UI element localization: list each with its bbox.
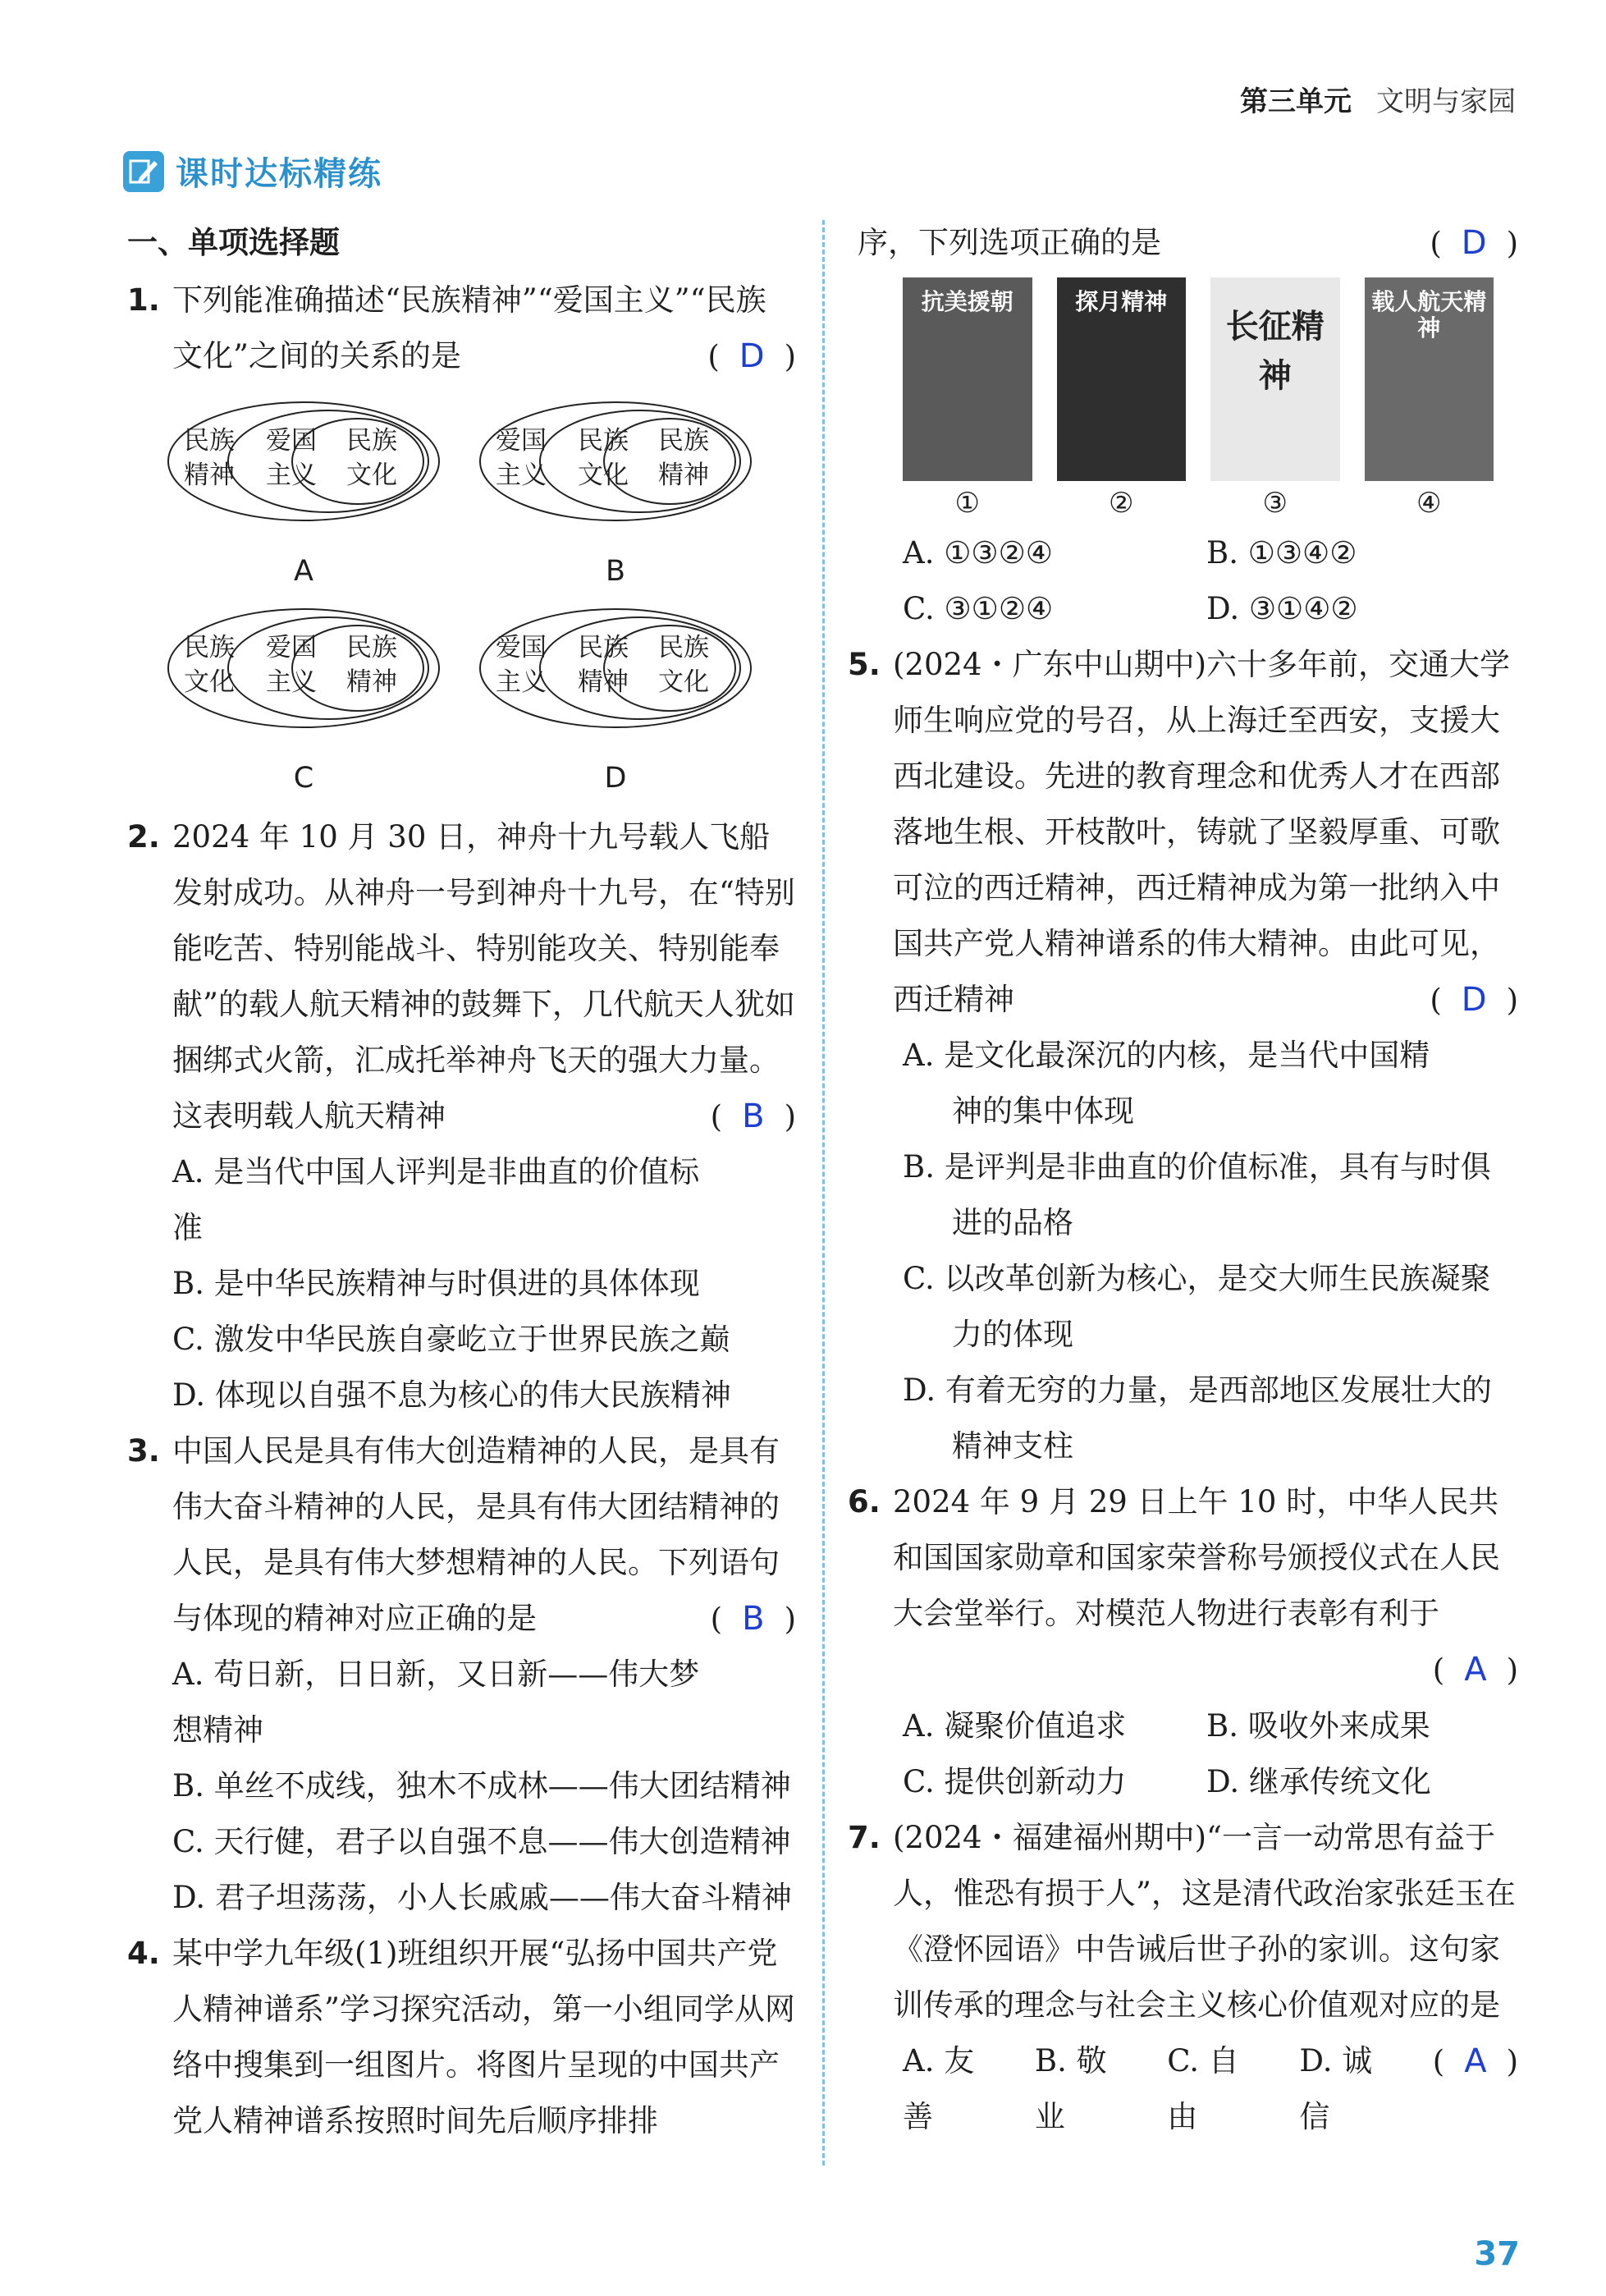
question-stem: “一言一动常思有益于人，惟恐有损于人”，这是清代政治家张廷玉在《澄怀园语》中告诫后世子孙的家训。这句家训传承的理念与社会主义核心价值观对应的是 [893,1820,1516,2023]
option: A. 凝聚价值追求 [903,1708,1127,1744]
poster-title: 长征精神 [1225,308,1325,395]
options-row [858,2033,1433,2145]
venn-option-a: 民族 精神 爱国 主义 民族 文化 A [164,396,476,603]
poster-label: ④ [1416,487,1442,520]
question-number: 3. [127,1433,160,1469]
question-number: 6. [848,1484,881,1519]
poster-label: ② [1109,487,1134,520]
left-column [127,215,796,2149]
question-stem: 六十多年前，交通大学师生响应党的号召，从上海迁至西安，支援大西北建设。先进的教育理念和优秀人才在西部落地生根、开枝散叶，铸就了坚毅厚重、可歌可泣的西迁精神，西迁精神成为第一批纳入中国共产党人精神谱系的伟大精神。由此可见，西迁精神 [893,647,1511,1017]
question-stem: 某中学九年级(1)班组织开展“弘扬中国共产党人精神谱系”学习探究活动，第一小组同学从网络中搜集到一组图片。将图片呈现的中国共产党人精神谱系按照时间先后顺序排排 [172,1936,795,2138]
question-stem: 2024 年 10 月 30 日，神舟十九号载人飞船发射成功。从神舟一号到神舟十九号，在“特别能吃苦、特别能战斗、特别能攻关、特别能奉献”的载人航天精神的鼓舞下，几代航天人犹如捆绑式火箭，汇成托举神舟飞天的强大力量。这表明载人航天精神 [172,819,795,1134]
right-column [848,215,1518,2145]
option: D. 继承传统文化 [1206,1764,1431,1799]
answer-letter: D [739,337,765,375]
option: D. 君子坦荡荡，小人长戚戚——伟大奋斗精神 [172,1880,792,1915]
question-4-continued [858,215,1518,271]
options-row [858,525,1518,581]
answer-letter: D [1461,981,1487,1019]
answer-box: ( D ) [707,337,796,375]
option: D. 诚信 [1299,2043,1373,2134]
poster-title: 探月精神 [1075,288,1168,315]
option: B. 敬业 [1034,2043,1107,2134]
question-1 [127,273,796,384]
section-title: 课时达标精练 [176,155,382,193]
question-stem: 2024 年 9 月 29 日上午 10 时，中华人民共和国国家勋章和国家荣誉称号颁授仪式在人民大会堂举行。对模范人物进行表彰有利于 [893,1484,1500,1631]
option: A. 苟日新，日日新，又日新——伟大梦想精神 [172,1657,700,1748]
page-number: 37 [1474,2235,1520,2273]
answer-letter: B [742,1600,765,1638]
answer-line [858,1642,1518,1698]
answer-letter: B [742,1098,765,1135]
options-row [858,1754,1518,1810]
poster-label: ① [954,487,980,520]
venn-option-d: 爱国 主义 民族 精神 民族 文化 D [476,603,788,809]
poster-title: 抗美援朝 [921,288,1013,315]
answer-letter: A [1464,2042,1487,2080]
unit-subtitle: 文明与家园 [1376,85,1516,118]
venn-caption: D [604,762,627,795]
option: A. 是文化最深沉的内核，是当代中国精神的集中体现 [903,1038,1430,1129]
option: B. ①③④② [1206,535,1357,571]
answer-box: ( D ) [1430,224,1518,262]
poster-3 [1210,277,1340,525]
answer-box: ( A ) [1432,2042,1518,2080]
answer-box: ( A ) [1432,1651,1518,1689]
option: B. 吸收外来成果 [1206,1708,1430,1744]
question-source: (2024・福建福州期中) [893,1820,1207,1855]
poster-label: ③ [1262,487,1288,520]
answer-box: ( D ) [1430,981,1518,1019]
question-7 [848,1810,1518,2080]
question-number: 1. [127,282,160,318]
option: C. ③①②④ [903,591,1054,626]
venn-option-b: 爱国 主义 民族 文化 民族 精神 B [476,396,788,603]
option: A. 是当代中国人评判是非曲直的价值标准 [172,1154,700,1245]
question-number: 5. [848,647,881,682]
question-2 [127,809,796,1144]
option: D. 有着无穷的力量，是西部地区发展壮大的精神支柱 [903,1373,1492,1464]
question-stem-continued: 序，下列选项正确的是 [858,225,1161,260]
option: B. 是中华民族精神与时俱进的具体体现 [172,1266,700,1301]
option: A. ①③②④ [903,535,1053,571]
column-divider [822,220,825,2165]
question-number: 2. [127,819,160,855]
question-4 [127,1926,796,2149]
question-number: 7. [848,1820,881,1855]
unit-label: 第三单元 [1240,85,1352,118]
option: A. 友善 [903,2043,975,2134]
poster-1 [903,277,1032,525]
poster-title: 载人航天精神 [1371,288,1487,341]
answer-letter: D [1461,224,1487,262]
venn-diagram-grid [164,396,796,809]
venn-caption: C [293,762,314,795]
option: B. 是评判是非曲直的价值标准，具有与时俱进的品格 [903,1149,1491,1240]
question-6 [848,1474,1518,1642]
question-stem: 中国人民是具有伟大创造精神的人民，是具有伟大奋斗精神的人民，是具有伟大团结精神的人民，是具有伟大梦想精神的人民。下列语句与体现的精神对应正确的是 [172,1433,780,1636]
option: C. 提供创新动力 [903,1764,1127,1799]
question-number: 4. [127,1936,160,1971]
answer-box: ( B ) [710,1600,796,1638]
venn-option-c: 民族 文化 爱国 主义 民族 精神 C [164,603,476,809]
venn-caption: B [605,555,625,588]
poster-2 [1057,277,1187,525]
venn-caption: A [294,555,313,588]
option: D. ③①④② [1206,591,1358,626]
section-heading: 一、单项选择题 [127,225,340,260]
section-title-bar [123,148,382,195]
options-row [858,1698,1518,1754]
question-source: (2024・广东中山期中) [893,647,1207,682]
option: C. 以改革创新为核心，是交大师生民族凝聚力的体现 [903,1261,1491,1352]
option: C. 激发中华民族自豪屹立于世界民族之巅 [172,1322,730,1357]
option: C. 自由 [1167,2043,1239,2134]
option: B. 单丝不成线，独木不成林——伟大团结精神 [172,1768,791,1803]
option: D. 体现以自强不息为核心的伟大民族精神 [172,1377,731,1413]
pencil-icon [123,151,164,192]
option: C. 天行健，君子以自强不息——伟大创造精神 [172,1824,791,1859]
question-stem: 下列能准确描述“民族精神”“爱国主义”“民族文化”之间的关系的是 [172,282,766,374]
question-5 [848,637,1518,1028]
answer-letter: A [1464,1651,1487,1689]
question-3 [127,1423,796,1647]
page-header [1240,79,1516,119]
poster-row [858,277,1518,525]
options-row [858,581,1518,637]
poster-4 [1365,277,1494,525]
answer-box: ( B ) [710,1098,796,1135]
